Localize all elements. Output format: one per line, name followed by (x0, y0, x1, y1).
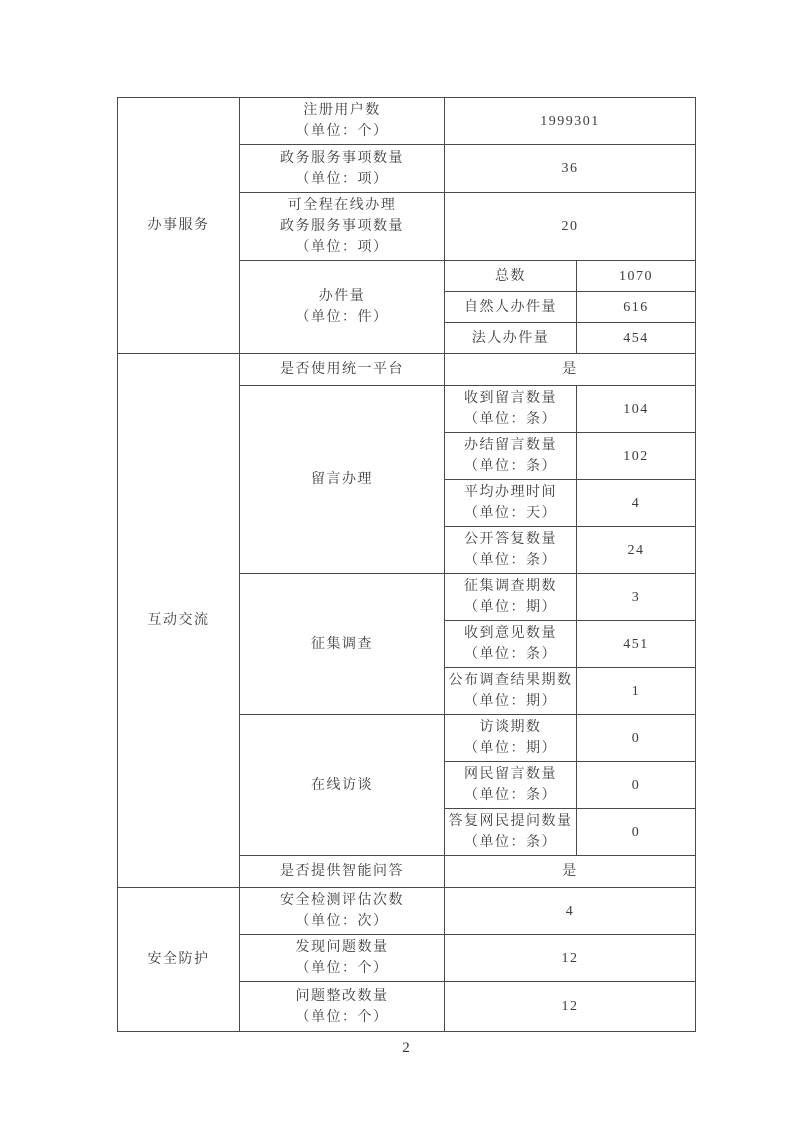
metric-cell (240, 935, 445, 982)
metric-value: 是 (445, 354, 696, 386)
sub-metric-value: 1 (577, 668, 696, 715)
category-label: 互动交流 (147, 613, 210, 628)
category-label: 办事服务 (147, 218, 210, 233)
sub-metric-label: 公布调查结果期数 (448, 673, 573, 688)
sub-metric-cell (445, 715, 577, 762)
sub-metric-cell (445, 668, 577, 715)
sub-metric-cell (445, 809, 577, 856)
sub-metric-value: 0 (577, 809, 696, 856)
metric-unit: （单位：个） (295, 1009, 389, 1025)
metric-unit: （单位：项） (295, 240, 389, 255)
metric-cell (240, 982, 445, 1032)
sub-metric-value: 616 (577, 292, 696, 323)
sub-metric-label: 征集调查期数 (464, 579, 557, 594)
group-cell (240, 715, 445, 856)
metric-cell (240, 193, 445, 261)
metric-label: 问题整改数量 (295, 988, 389, 1004)
metric-value: 36 (445, 145, 696, 193)
metric-unit: （单位：个） (295, 124, 389, 139)
group-cell (240, 261, 445, 354)
group-label: 在线访谈 (311, 777, 373, 793)
sub-metric-cell (445, 574, 577, 621)
group-cell (240, 574, 445, 715)
sub-metric-label: 法人办件量 (445, 323, 577, 354)
metric-label: 安全检测评估次数 (280, 893, 404, 908)
table-row (118, 98, 696, 145)
sub-metric-value: 0 (577, 715, 696, 762)
metric-value: 1999301 (445, 98, 696, 145)
sub-metric-unit: （单位：天） (464, 506, 557, 521)
sub-metric-unit: （单位：条） (464, 788, 557, 803)
group-unit: （单位：件） (295, 310, 389, 325)
sub-metric-unit: （单位：条） (464, 459, 557, 474)
sub-metric-label: 网民留言数量 (464, 767, 557, 782)
sub-metric-cell (445, 762, 577, 809)
sub-metric-unit: （单位：条） (464, 835, 557, 850)
sub-metric-cell (445, 433, 577, 480)
metric-label: 是否提供智能问答 (240, 856, 445, 888)
sub-metric-unit: （单位：条） (464, 647, 557, 662)
sub-metric-value: 102 (577, 433, 696, 480)
category-cell-security (118, 888, 240, 1032)
sub-metric-unit: （单位：条） (464, 412, 557, 427)
sub-metric-value: 0 (577, 762, 696, 809)
sub-metric-label: 收到意见数量 (464, 626, 557, 641)
sub-metric-value: 454 (577, 323, 696, 354)
sub-metric-unit: （单位：期） (464, 741, 557, 756)
sub-metric-cell (445, 386, 577, 433)
metric-unit: （单位：个） (295, 961, 389, 976)
metric-value: 12 (445, 982, 696, 1032)
metric-value: 12 (445, 935, 696, 982)
metric-cell (240, 145, 445, 193)
sub-metric-label: 平均办理时间 (464, 485, 557, 500)
sub-metric-value: 3 (577, 574, 696, 621)
sub-metric-value: 24 (577, 527, 696, 574)
metric-label-line2: 政务服务事项数量 (280, 219, 404, 234)
group-label: 办件量 (318, 289, 366, 304)
sub-metric-label: 访谈期数 (479, 720, 542, 735)
sub-metric-value: 1070 (577, 261, 696, 292)
sub-metric-label: 办结留言数量 (464, 438, 557, 453)
table-row (118, 354, 696, 386)
sub-metric-label: 自然人办件量 (445, 292, 577, 323)
metric-label: 是否使用统一平台 (240, 354, 445, 386)
sub-metric-value: 104 (577, 386, 696, 433)
category-cell-service (118, 98, 240, 354)
group-label: 征集调查 (311, 636, 373, 652)
metric-label: 可全程在线办理 (287, 198, 397, 213)
sub-metric-label: 公开答复数量 (464, 532, 557, 547)
sub-metric-label: 答复网民提问数量 (448, 814, 573, 829)
metric-unit: （单位：项） (295, 171, 389, 187)
sub-metric-unit: （单位：期） (464, 600, 557, 615)
metric-value: 是 (445, 856, 696, 888)
sub-metric-cell (445, 621, 577, 668)
metric-label: 发现问题数量 (295, 940, 389, 955)
category-cell-interaction (118, 354, 240, 888)
metric-label: 注册用户数 (303, 103, 381, 118)
sub-metric-unit: （单位：条） (464, 553, 557, 568)
sub-metric-value: 451 (577, 621, 696, 668)
group-cell (240, 386, 445, 574)
metric-value: 4 (445, 888, 696, 935)
report-table (117, 97, 696, 1032)
group-label: 留言办理 (311, 472, 373, 487)
sub-metric-label: 收到留言数量 (464, 391, 557, 406)
sub-metric-value: 4 (577, 480, 696, 527)
sub-metric-label: 总数 (445, 261, 577, 292)
category-label: 安全防护 (147, 952, 210, 967)
metric-cell (240, 888, 445, 935)
metric-label: 政务服务事项数量 (280, 150, 404, 166)
page-number: 2 (402, 1040, 410, 1056)
metric-unit: （单位：次） (295, 914, 389, 929)
sub-metric-cell (445, 480, 577, 527)
table-row (118, 888, 696, 935)
sub-metric-cell (445, 527, 577, 574)
metric-value: 20 (445, 193, 696, 261)
sub-metric-unit: （单位：期） (464, 694, 557, 709)
metric-cell (240, 98, 445, 145)
